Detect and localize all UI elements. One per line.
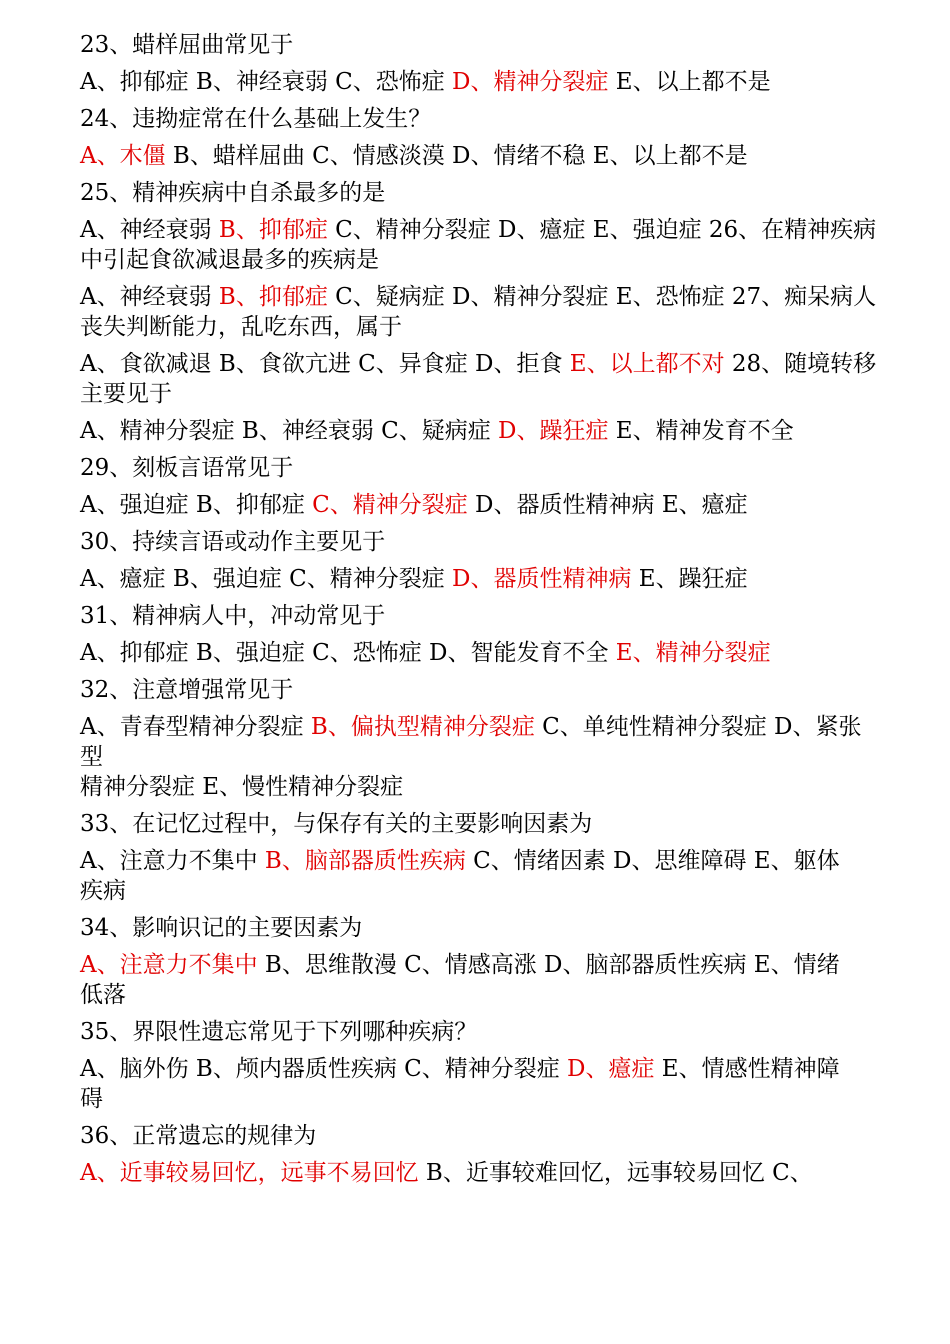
answer-highlight: B、抑郁症 [218, 217, 328, 243]
text-line [80, 1121, 880, 1151]
text-segment: 28、随境转移主要见于 [80, 351, 877, 407]
text-segment: 32、注意增强常见于 [80, 677, 294, 703]
text-segment: A、青春型精神分裂症 [80, 714, 311, 740]
answer-highlight: B、抑郁症 [218, 284, 328, 310]
text-segment: A、神经衰弱 [80, 284, 219, 310]
text-line [80, 1017, 880, 1047]
text-line [80, 601, 880, 631]
text-line [80, 453, 880, 483]
text-segment: 碍 [80, 1086, 103, 1112]
text-segment: B、近事较难回忆，远事较易回忆 C、 [418, 1160, 813, 1186]
text-segment: 29、刻板言语常见于 [80, 455, 294, 481]
text-segment: E、精神发育不全 [608, 418, 794, 444]
answer-highlight: E、精神分裂症 [615, 640, 771, 666]
text-segment: A、神经衰弱 [80, 217, 219, 243]
text-line [80, 141, 880, 171]
text-line [80, 215, 880, 275]
text-line [80, 809, 880, 839]
text-segment: A、注意力不集中 [80, 848, 265, 874]
text-line [80, 527, 880, 557]
text-segment: C、情绪因素 D、思维障碍 E、躯体 [465, 848, 840, 874]
answer-highlight: B、偏执型精神分裂症 [310, 714, 535, 740]
answer-highlight: B、脑部器质性疾病 [264, 848, 466, 874]
text-segment: E、情感性精神障 [654, 1056, 840, 1082]
text-segment: D、器质性精神病 E、癔症 [467, 492, 748, 518]
answer-highlight: A、木僵 [80, 143, 166, 169]
text-line [80, 876, 880, 906]
answer-highlight: D、癔症 [567, 1056, 655, 1082]
text-segment: 30、持续言语或动作主要见于 [80, 529, 386, 555]
text-segment: C、精神分裂症 D、癔症 E、强迫症 26、在精神疾病中引起食欲减退最多的疾病是 [80, 217, 877, 273]
text-line [80, 675, 880, 705]
text-line [80, 104, 880, 134]
text-line [80, 67, 880, 97]
text-segment: A、精神分裂症 B、神经衰弱 C、疑病症 [80, 418, 499, 444]
text-line [80, 1054, 880, 1084]
text-line [80, 416, 880, 446]
text-line [80, 712, 880, 772]
text-segment: A、抑郁症 B、强迫症 C、恐怖症 D、智能发育不全 [80, 640, 616, 666]
text-segment: 31、精神病人中，冲动常见于 [80, 603, 386, 629]
text-line [80, 913, 880, 943]
text-segment: 低落 [80, 982, 126, 1008]
text-line [80, 282, 880, 342]
text-segment: A、食欲减退 B、食欲亢进 C、异食症 D、拒食 [80, 351, 570, 377]
text-line [80, 1084, 880, 1114]
answer-highlight: A、注意力不集中 [80, 952, 258, 978]
text-line [80, 564, 880, 594]
text-line [80, 950, 880, 980]
text-line [80, 980, 880, 1010]
text-line [80, 30, 880, 60]
text-segment: E、躁狂症 [631, 566, 748, 592]
text-segment: 24、违拗症常在什么基础上发生？ [80, 106, 432, 132]
text-segment: 36、正常遗忘的规律为 [80, 1123, 317, 1149]
text-segment: C、疑病症 D、精神分裂症 E、恐怖症 27、痴呆病人丧失判断能力，乱吃东西，属于 [80, 284, 877, 340]
text-segment: E、以上都不是 [608, 69, 771, 95]
text-segment: B、思维散漫 C、情感高涨 D、脑部器质性疾病 E、情绪 [257, 952, 840, 978]
text-segment: B、蜡样屈曲 C、情感淡漠 D、情绪不稳 E、以上都不是 [165, 143, 748, 169]
text-line [80, 490, 880, 520]
text-line [80, 349, 880, 409]
text-segment: 疾病 [80, 878, 126, 904]
answer-highlight: D、精神分裂症 [452, 69, 609, 95]
answer-highlight: A、近事较易回忆，远事不易回忆 [80, 1160, 419, 1186]
text-segment: 精神分裂症 E、慢性精神分裂症 [80, 774, 404, 800]
document-page [80, 30, 880, 1195]
text-segment: A、强迫症 B、抑郁症 [80, 492, 313, 518]
answer-highlight: D、躁狂症 [498, 418, 609, 444]
answer-highlight: C、精神分裂症 [312, 492, 468, 518]
text-segment: 25、精神疾病中自杀最多的是 [80, 180, 386, 206]
text-line [80, 638, 880, 668]
text-line [80, 178, 880, 208]
text-segment: A、癔症 B、强迫症 C、精神分裂症 [80, 566, 453, 592]
text-line [80, 1158, 880, 1188]
text-segment: 35、界限性遗忘常见于下列哪种疾病？ [80, 1019, 478, 1045]
text-segment: 23、蜡样屈曲常见于 [80, 32, 294, 58]
answer-highlight: D、器质性精神病 [452, 566, 632, 592]
text-segment: C、单纯性精神分裂症 D、紧张型 [80, 714, 862, 770]
text-line [80, 846, 880, 876]
answer-highlight: E、以上都不对 [569, 351, 725, 377]
text-segment: A、抑郁症 B、神经衰弱 C、恐怖症 [80, 69, 453, 95]
text-line [80, 772, 880, 802]
text-segment: 34、影响识记的主要因素为 [80, 915, 363, 941]
text-segment: 33、在记忆过程中，与保存有关的主要影响因素为 [80, 811, 593, 837]
text-segment: A、脑外伤 B、颅内器质性疾病 C、精神分裂症 [80, 1056, 568, 1082]
